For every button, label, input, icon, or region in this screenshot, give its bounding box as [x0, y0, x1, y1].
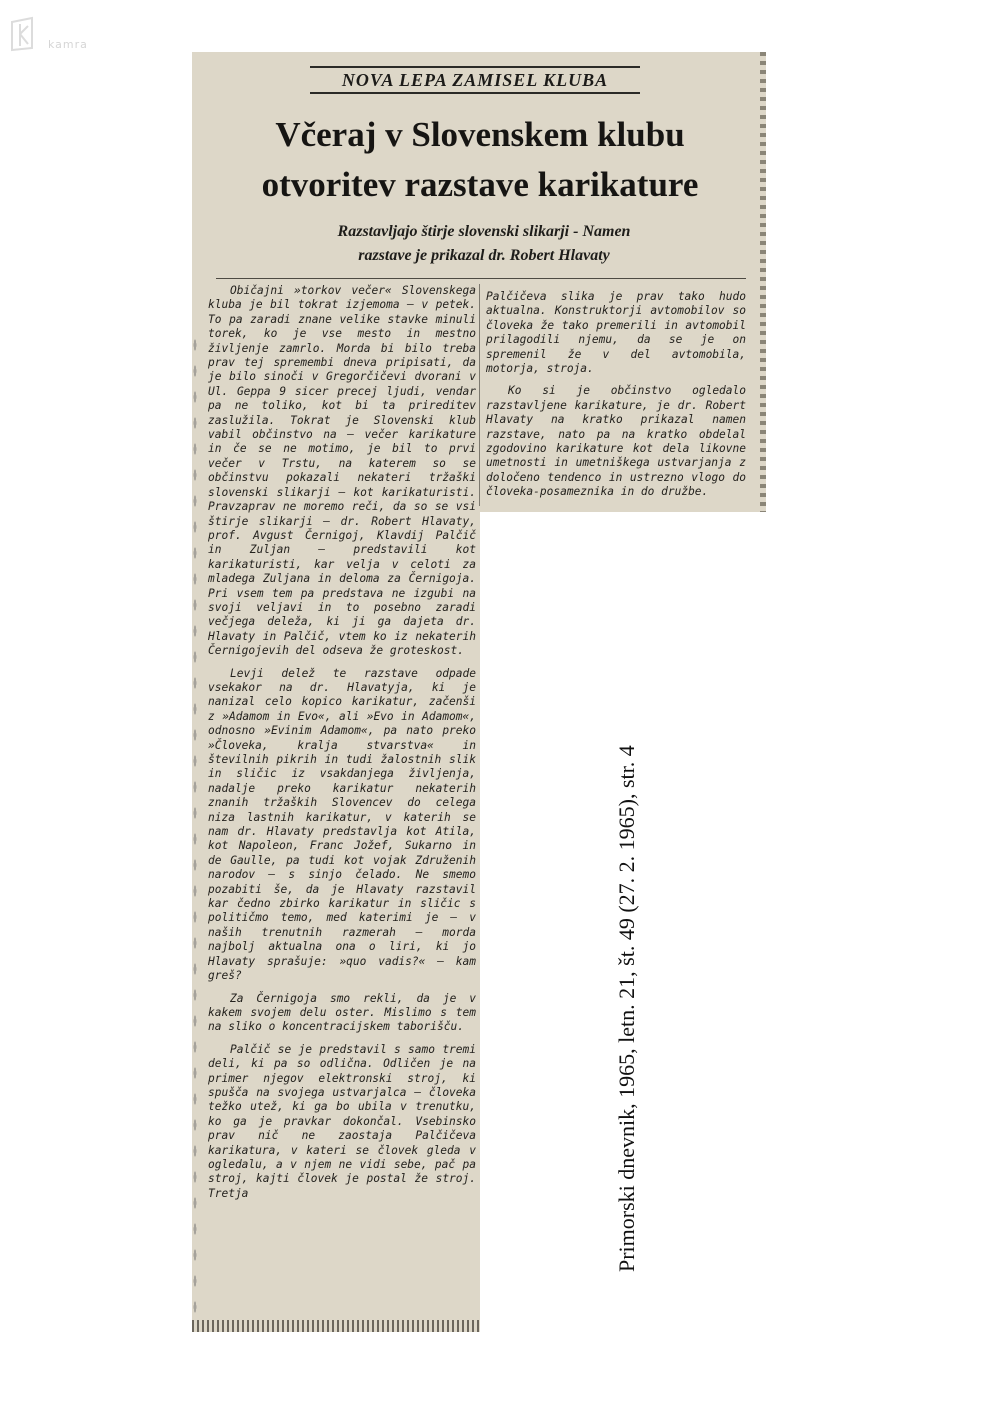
left-edge-mark [192, 332, 198, 1322]
article-right-column [486, 290, 746, 508]
source-caption: Primorski dnevnik, 1965, letn. 21, št. 49 (27. 2. 1965), str. 4 [614, 745, 639, 1272]
paragraph: Za Černigoja smo rekli, da je v kakem svojem delu oster. Mislimo s tem na sliko o koncentracijskem taborišču. [208, 991, 476, 1034]
article-left-column [208, 284, 476, 1209]
paragraph: Ko si je občinstvo ogledalo razstavljene karikature, je dr. Robert Hlavaty na kratko prikazal namen razstave, nato pa na kratko obdelal zgodovino karikature kot dela likovne umetnosti in umetniškega ustvarjanja z določeno tendenco in ustrezno vlogo do človeka-posameznika in do družbe. [486, 384, 746, 499]
article-headline [202, 110, 758, 210]
logo-text: kamra [48, 38, 88, 51]
subhead-line-2: razstave je prikazal dr. Robert Hlavaty [358, 247, 610, 264]
headline-line-2: otvoritev razstave karikature [261, 165, 699, 204]
newspaper-clipping [192, 52, 766, 1332]
article-kicker: NOVA LEPA ZAMISEL KLUBA [310, 66, 640, 94]
bottom-edge-mark [192, 1320, 480, 1332]
article-subhead [254, 220, 714, 268]
subhead-line-1: Razstavljajo štirje slovenski slikarji - Namen [337, 223, 631, 240]
kamra-logo [8, 16, 118, 56]
kamra-logo-icon [8, 16, 42, 52]
column-divider [479, 284, 480, 506]
paragraph: Običajni »torkov večer« Slovenskega kluba je bil tokrat izjemoma — v petek. To pa zaradi znane velike stavke minuli torek, ko je vse mesto in mestno življenje zamrlo. Morda bi bilo treba prav tej spremembi dneva pripisati, da je bilo sinoči v Gregorčičevi dvorani v Ul. Geppa 9 sicer precej ljudi, vendar pa ne toliko, kot bi ta prireditev zaslužila. Tokrat je Slovenski klub vabil občinstvo na — večer karikature in če se ne motimo, je bil to prvi večer v Trstu, na katerem so se občinstvu pokazali nekateri tržaški slovenski slikarji — kot karikaturisti. Pravzaprav ne moremo reči, da so se vsi štirje slikarji — dr. Robert Hlavaty, prof. Avgust Černigoj, Klavdij Palčič in Zuljan — predstavili kot karikaturisti, kar velja v celoti za mladega Zuljana in deloma za Černigoja. Pri vsem tem pa predstava ne izgubi na svoji veljavi in to posebno zaradi večjega deleža, ki ji ga dajeta dr. Hlavaty in Palčič, vtem ko iz nekaterih Černigojevih del odseva že groteskost. [208, 284, 476, 658]
paragraph: Palčič se je predstavil s samo tremi deli, ki pa so odlična. Odličen je na primer njegov elektronski stroj, ki spušča na svojega ustvarjalca — človeka težko utež, ki ga bo ubila v trenutku, ko ga je pravkar dokončal. Vsebinsko prav nič ne zaostaja Palčičeva karikatura, v kateri se človek gleda v ogledalu, a v njem ne vidi sebe, pač pa stroj, kajti človek je postal že stroj. Tretja [208, 1042, 476, 1200]
headline-rule [216, 278, 746, 279]
paragraph: Palčičeva slika je prav tako hudo aktualna. Konstruktorji avtomobilov so človeka že tako premerili in avtomobil prilagodili njemu, da se je on spremenil že v del avtomobila, motorja, stroja. [486, 290, 746, 376]
paragraph: Levji delež te razstave odpade vsekakor na dr. Hlavatyja, ki je nanizal celo kopico karikatur, začenši z »Adamom in Evo«, ali »Evo in Adamom«, odnosno »Evinim Adamom«, pa nato preko »Človeka, kralja stvarstva« in številnih pikrih in tudi žalostnih slik in sličic iz vsakdanjega življenja, nadalje preko karikatur nekaterih znanih tržaških Slovencev do celega niza lastnih karikatur, v katerih se nam dr. Hlavaty predstavlja kot Atila, kot Napoleon, Franc Jožef, Sukarno in de Gaulle, pa tudi kot vojak Združenih narodov — s sinjo čelado. Ne smemo pozabiti še, da je Hlavaty razstavil kar čedno zbirko karikatur in sličic s političmo temo, med katerimi je — v naših trenutnih razmerah — morda najbolj aktualna ona o liri, ki jo Hlavaty sprašuje: »quo vadis?« — kam greš? [208, 666, 476, 983]
headline-line-1: Včeraj v Slovenskem klubu [275, 115, 685, 154]
right-edge-mark [760, 52, 766, 512]
